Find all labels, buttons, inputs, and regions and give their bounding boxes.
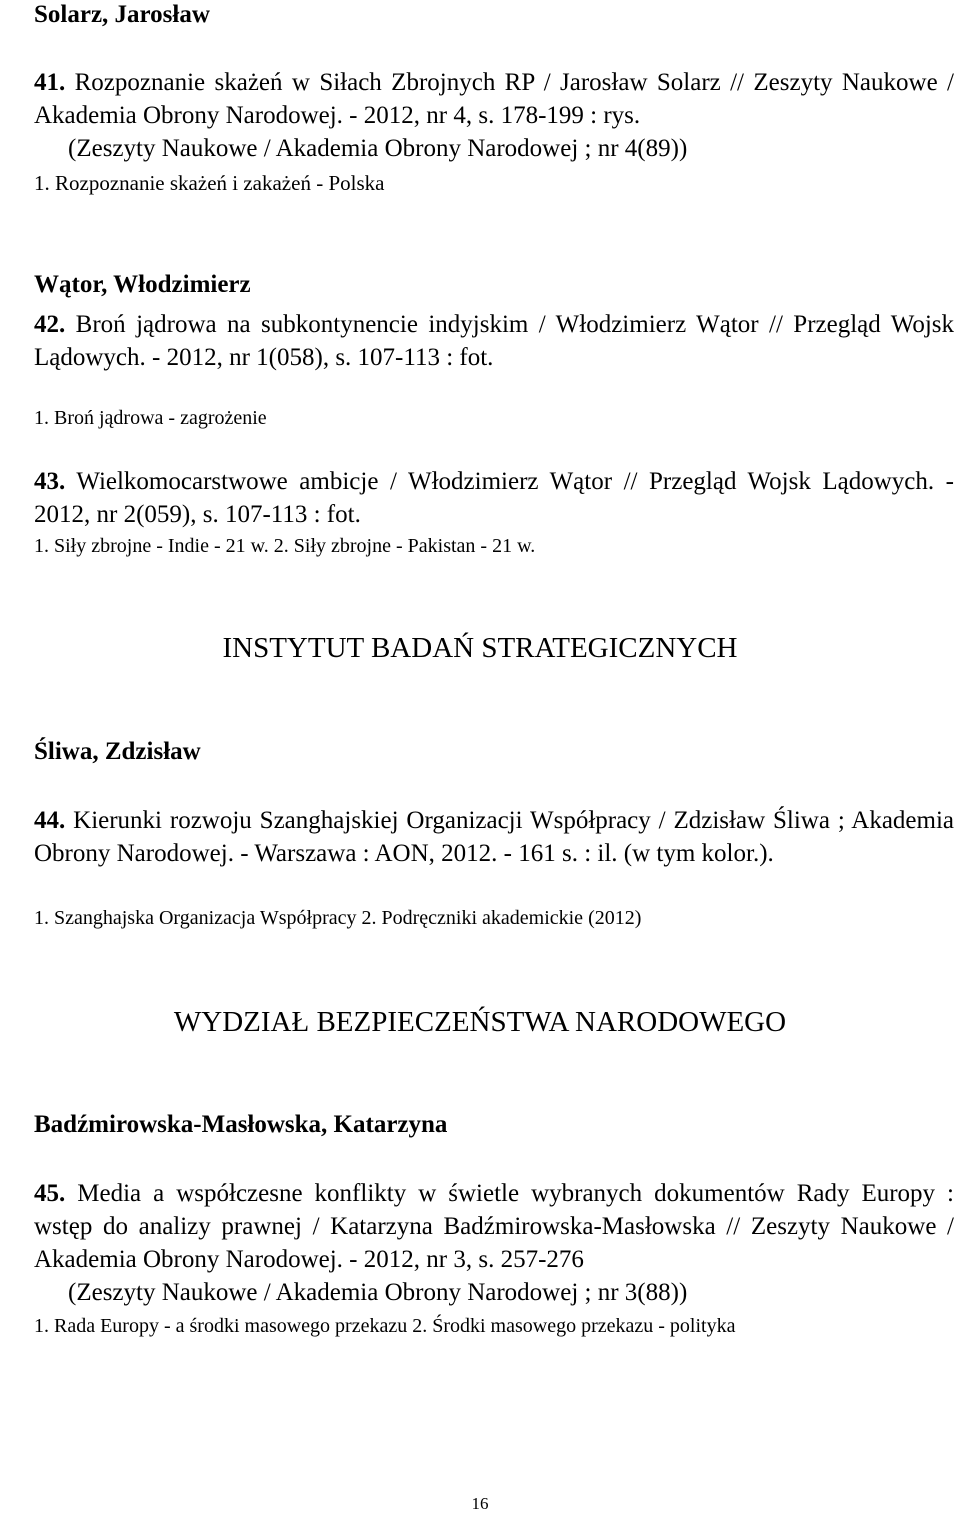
bibliography-entry: [34, 308, 954, 374]
subject-headings: 1. Szanghajska Organizacja Współpracy 2. Podręczniki akademickie (2012): [34, 907, 642, 929]
entry-number: 43.: [34, 468, 66, 495]
author-heading: Solarz, Jarosław: [34, 1, 210, 28]
section-title: WYDZIAŁ BEZPIECZEŃSTWA NARODOWEGO: [173, 1006, 787, 1038]
entry-series: (Zeszyty Naukowe / Akademia Obrony Narodowej ; nr 3(88)): [68, 1279, 688, 1306]
entry-number: 41.: [34, 69, 66, 96]
entry-series: (Zeszyty Naukowe / Akademia Obrony Narodowej ; nr 4(89)): [68, 135, 688, 162]
bibliography-entry: [34, 1177, 954, 1309]
entry-number: 44.: [34, 807, 66, 834]
bibliography-entry: [34, 465, 954, 531]
bibliography-entry: [34, 66, 954, 165]
subject-headings: 1. Broń jądrowa - zagrożenie: [34, 407, 267, 429]
subject-headings: 1. Rozpoznanie skażeń i zakażeń - Polska: [34, 171, 385, 195]
entry-text: Rozpoznanie skażeń w Siłach Zbrojnych RP / Jarosław Solarz // Zeszyty Naukowe / Akademia Obrony Narodowej. - 2012, nr 4, s. 178-199 : rys.: [34, 69, 955, 129]
entry-text: Kierunki rozwoju Szanghajskiej Organizacji Współpracy / Zdzisław Śliwa ; Akademia Obrony Narodowej. - Warszawa : AON, 2012. - 161 s. : il. (w tym kolor.).: [34, 807, 955, 867]
author-heading: Badźmirowska-Masłowska, Katarzyna: [34, 1111, 448, 1138]
subject-headings: 1. Rada Europy - a środki masowego przekazu 2. Środki masowego przekazu - polityka: [34, 1315, 736, 1337]
entry-number: 45.: [34, 1180, 66, 1207]
author-heading: Wątor, Włodzimierz: [34, 271, 251, 298]
page-number: 16: [471, 1494, 489, 1513]
entry-text: Media a współczesne konflikty w świetle wybranych dokumentów Rady Europy : wstęp do analizy prawnej / Katarzyna Badźmirowska-Masłowska // Zeszyty Naukowe / Akademia Obrony Narodowej. - 2012, nr 3, s. 257-276: [34, 1180, 954, 1273]
subject-headings: 1. Siły zbrojne - Indie - 21 w. 2. Siły zbrojne - Pakistan - 21 w.: [34, 535, 536, 557]
entry-number: 42.: [34, 311, 66, 338]
entry-text: Broń jądrowa na subkontynencie indyjskim / Włodzimierz Wątor // Przegląd Wojsk Lądowych. - 2012, nr 1(058), s. 107-113 : fot.: [34, 311, 954, 371]
entry-text: Wielkomocarstwowe ambicje / Włodzimierz Wątor // Przegląd Wojsk Lądowych. - 2012, nr 2(059), s. 107-113 : fot.: [34, 468, 954, 528]
bibliography-entry: [34, 804, 954, 870]
section-title: INSTYTUT BADAŃ STRATEGICZNYCH: [222, 632, 738, 664]
author-heading: Śliwa, Zdzisław: [34, 738, 201, 765]
